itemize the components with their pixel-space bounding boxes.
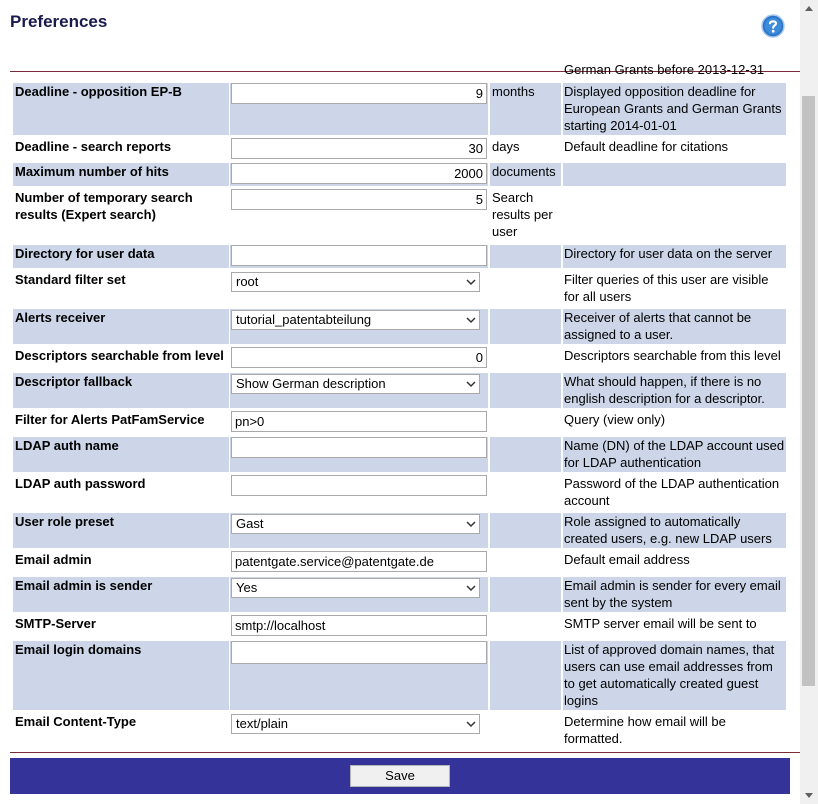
pref-input-cell <box>230 411 488 434</box>
pref-select[interactable] <box>231 578 480 598</box>
pref-input-cell <box>230 437 488 472</box>
pref-row-smtp-server <box>0 615 800 641</box>
pref-row-alerts-receiver <box>0 309 800 347</box>
pref-label: LDAP auth name <box>13 437 229 472</box>
pref-unit <box>490 347 561 370</box>
pref-input-cell <box>230 615 488 638</box>
pref-row-maximum-number-of-hits <box>0 163 800 189</box>
pref-input-cell <box>230 271 488 306</box>
pref-label: Email admin <box>15 552 92 567</box>
pref-unit <box>490 713 561 748</box>
pref-description: Determine how email will be formatted. <box>564 714 726 746</box>
scroll-down-arrow-icon[interactable] <box>800 787 818 804</box>
pref-row-ldap-auth-name <box>0 437 800 475</box>
pref-input-cell <box>230 245 488 268</box>
pref-description: Query (view only) <box>564 412 666 427</box>
pref-row-deadline-search-reports <box>0 138 800 163</box>
pref-select-value: root <box>236 274 259 289</box>
pref-label: Email admin is sender <box>13 577 229 612</box>
pref-input-cell <box>230 163 488 186</box>
pref-description: What should happen, if there is no english description for a descriptor. <box>563 373 786 408</box>
pref-row-standard-filter-set <box>0 271 800 309</box>
pref-input-cell <box>230 309 488 344</box>
pref-row-deadline-opposition-ep-b <box>0 83 800 138</box>
pref-label: SMTP-Server <box>15 616 96 631</box>
pref-select[interactable] <box>231 514 480 534</box>
pref-select-value: tutorial_patentabteilung <box>236 312 372 327</box>
pref-label: Deadline - opposition EP-B <box>13 83 229 135</box>
pref-input[interactable] <box>231 641 487 664</box>
header <box>0 0 800 70</box>
bottom-divider <box>10 752 800 753</box>
scrollbar[interactable] <box>800 0 818 804</box>
pref-input[interactable]: 9 <box>231 83 487 104</box>
pref-input[interactable]: 30 <box>231 138 487 159</box>
pref-select[interactable] <box>231 310 480 330</box>
pref-input-cell <box>230 138 488 160</box>
pref-select-value: Yes <box>236 580 258 595</box>
pref-row-email-admin <box>0 551 800 577</box>
pref-input-cell <box>230 475 488 510</box>
pref-row-ldap-auth-password <box>0 475 800 513</box>
pref-unit <box>490 309 561 344</box>
pref-select-value: text/plain <box>236 716 289 731</box>
pref-input[interactable] <box>231 437 487 458</box>
pref-description: Email admin is sender for every email sent by the system <box>563 577 786 612</box>
pref-description: Directory for user data on the server <box>563 245 786 268</box>
pref-unit <box>490 513 561 548</box>
pref-label: Email Content-Type <box>15 714 137 729</box>
pref-row-email-admin-is-sender <box>0 577 800 615</box>
pref-select[interactable] <box>231 272 480 292</box>
pref-row-filter-for-alerts-patfamservice <box>0 411 800 437</box>
pref-row-descriptors-searchable-from-level <box>0 347 800 373</box>
pref-unit <box>490 577 561 612</box>
pref-unit <box>490 373 561 408</box>
pref-row-number-of-temporary-search-results-expert-search <box>0 189 800 245</box>
pref-select-value: Show German description <box>236 376 386 391</box>
pref-description: Default email address <box>564 552 690 567</box>
pref-description: Name (DN) of the LDAP account used for LDAP authentication <box>564 438 785 470</box>
pref-label: LDAP auth password <box>15 476 146 491</box>
pref-label: User role preset <box>13 513 229 548</box>
pref-input-cell <box>230 373 488 408</box>
pref-input-cell <box>230 347 488 370</box>
pref-input[interactable] <box>231 475 487 496</box>
preferences-table <box>0 62 800 751</box>
pref-row-directory-for-user-data <box>0 245 800 271</box>
partial-row-desc: German Grants before 2013-12-31 <box>564 62 765 77</box>
pref-label: Standard filter set <box>15 272 126 287</box>
pref-description <box>563 163 786 186</box>
pref-input-cell <box>230 83 488 135</box>
pref-description: Displayed opposition deadline for European Grants and German Grants starting 2014-01-01 <box>563 83 786 135</box>
chevron-down-icon <box>466 583 476 593</box>
chevron-down-icon <box>466 379 476 389</box>
footer-bar <box>10 758 790 794</box>
pref-row-email-login-domains <box>0 641 800 713</box>
pref-unit <box>490 437 561 472</box>
pref-unit <box>490 615 561 638</box>
pref-unit <box>490 411 561 434</box>
scrollbar-thumb[interactable] <box>802 96 815 686</box>
pref-select[interactable] <box>231 374 480 394</box>
pref-description <box>563 189 786 242</box>
pref-label: Alerts receiver <box>13 309 229 344</box>
pref-description: Password of the LDAP authentication account <box>564 476 780 508</box>
pref-input-cell <box>230 513 488 548</box>
pref-select[interactable] <box>231 714 480 734</box>
pref-input[interactable]: pn>0 <box>231 411 487 432</box>
pref-unit <box>490 245 561 268</box>
pref-unit: Search results per user <box>492 190 553 239</box>
pref-label: Maximum number of hits <box>13 163 229 186</box>
pref-label: Descriptor fallback <box>13 373 229 408</box>
pref-description: Filter queries of this user are visible for all users <box>564 272 769 304</box>
pref-row-email-content-type <box>0 713 800 751</box>
pref-input[interactable]: 0 <box>231 347 487 368</box>
pref-input-cell <box>230 641 488 710</box>
pref-label: Descriptors searchable from level <box>15 348 224 363</box>
pref-label: Deadline - search reports <box>15 139 172 154</box>
pref-unit: documents <box>490 163 561 186</box>
pref-input[interactable]: smtp://localhost <box>231 615 487 636</box>
pref-label: Filter for Alerts PatFamService <box>15 412 205 427</box>
page-title: Preferences <box>10 12 108 31</box>
pref-input[interactable]: 5 <box>231 189 487 210</box>
pref-unit: months <box>490 83 561 135</box>
pref-description: Default deadline for citations <box>564 139 729 154</box>
pref-description: SMTP server email will be sent to <box>564 616 757 631</box>
chevron-down-icon <box>466 315 476 325</box>
pref-row-user-role-preset <box>0 513 800 551</box>
pref-description: Role assigned to automatically created users, e.g. new LDAP users <box>563 513 786 548</box>
pref-label: Directory for user data <box>13 245 229 268</box>
pref-unit <box>490 641 561 710</box>
pref-input-cell <box>230 189 488 242</box>
chevron-down-icon <box>466 719 476 729</box>
pref-description: Descriptors searchable from this level <box>564 348 781 363</box>
partial-row <box>0 62 800 83</box>
pref-unit <box>490 551 561 574</box>
pref-select-value: Gast <box>236 516 264 531</box>
pref-input[interactable]: patentgate.service@patentgate.de <box>231 551 487 572</box>
pref-input-cell <box>230 577 488 612</box>
pref-input[interactable] <box>231 245 487 266</box>
pref-description: List of approved domain names, that users can use email addresses from to get automatically created guest logins <box>563 641 786 710</box>
pref-unit <box>490 475 561 510</box>
help-question-icon[interactable] <box>761 14 785 38</box>
save-button[interactable]: Save <box>350 765 450 787</box>
pref-row-descriptor-fallback <box>0 373 800 411</box>
pref-label: Email login domains <box>13 641 229 710</box>
pref-unit: days <box>492 139 520 154</box>
pref-description: Receiver of alerts that cannot be assigned to a user. <box>563 309 786 344</box>
chevron-down-icon <box>466 277 476 287</box>
chevron-down-icon <box>466 519 476 529</box>
pref-input[interactable]: 2000 <box>231 163 487 184</box>
pref-input-cell <box>230 713 488 748</box>
pref-input-cell <box>230 551 488 574</box>
pref-unit <box>490 271 561 306</box>
pref-label: Number of temporary search results (Expert search) <box>15 190 193 222</box>
scroll-up-arrow-icon[interactable] <box>800 0 818 17</box>
